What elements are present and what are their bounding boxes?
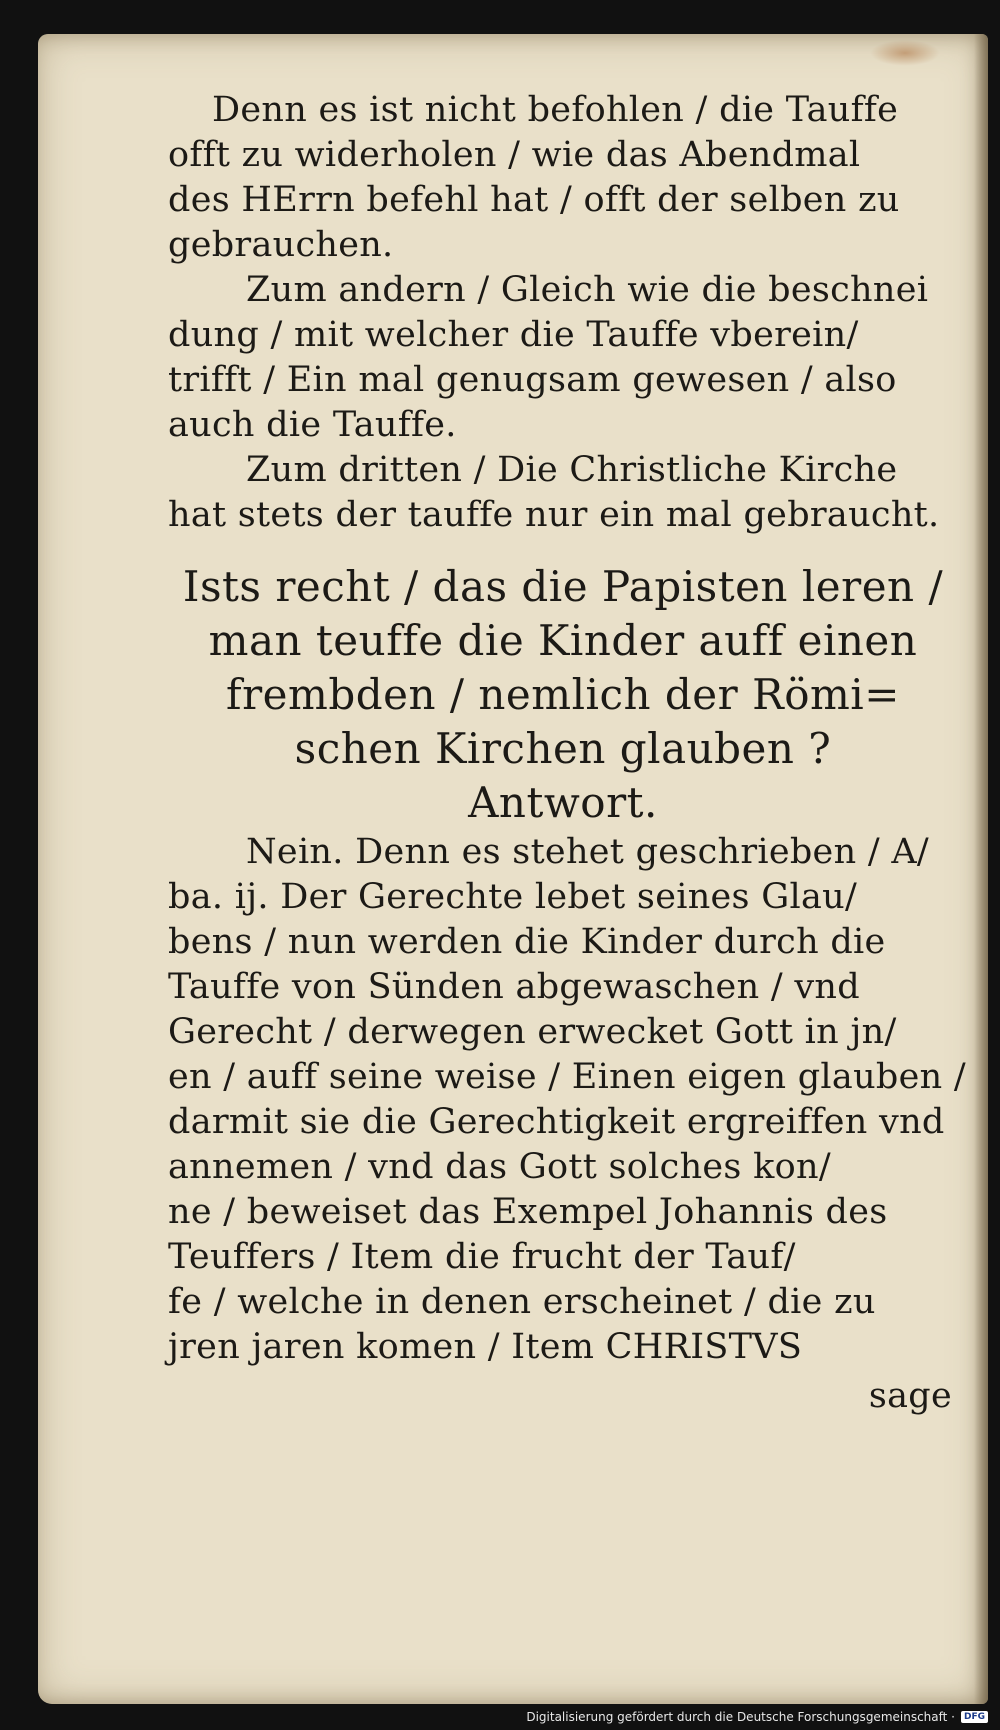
page-text — [168, 88, 967, 1419]
heading-line: Ists recht / das die Papisten leren / — [182, 562, 944, 611]
text-line: des HErrn befehl hat / offt der selben zu — [168, 180, 900, 220]
text-line: ba. ij. Der Gerechte lebet seines Glau/ — [168, 877, 858, 917]
text-line: Tauffe von Sünden abgewaschen / vnd — [168, 967, 860, 1007]
paragraph — [168, 88, 958, 268]
text-line: gebrauchen. — [168, 225, 394, 265]
paragraph — [168, 268, 958, 448]
text-line: dung / mit welcher die Tauffe vberein/ — [168, 315, 859, 355]
text-line: en / auff seine weise / Einen eigen glauben / — [168, 1057, 967, 1097]
text-line: Zum dritten / Die Christliche Kirche — [246, 450, 898, 490]
page-edge-shadow — [974, 34, 988, 1704]
paragraph — [168, 448, 958, 538]
text-line: Nein. Denn es stehet geschrieben / A/ — [246, 832, 930, 872]
answer-label: Antwort. — [468, 778, 658, 827]
text-line: darmit sie die Gerechtigkeit ergreiffen vnd — [168, 1102, 945, 1142]
text-line: trifft / Ein mal genugsam gewesen / also — [168, 360, 897, 400]
text-line: offt zu widerholen / wie das Abendmal — [168, 135, 861, 175]
text-line: Teuffers / Item die frucht der Tauf/ — [168, 1237, 796, 1277]
text-line: bens / nun werden die Kinder durch die — [168, 922, 886, 962]
dfg-logo-icon: DFG — [961, 1711, 988, 1723]
text-line: Gerecht / derwegen erwecket Gott in jn/ — [168, 1012, 897, 1052]
text-line: hat stets der tauffe nur ein mal gebraucht. — [168, 495, 940, 535]
question-heading — [168, 560, 958, 830]
heading-line: schen Kirchen glauben ? — [294, 724, 832, 773]
text-line: auch die Tauffe. — [168, 405, 457, 445]
catchword: sage — [868, 1376, 952, 1416]
answer-paragraph — [168, 830, 967, 1370]
text-line: ne / beweiset das Exempel Johannis des — [168, 1192, 888, 1232]
heading-line: frembden / nemlich der Römi= — [226, 670, 900, 719]
digitization-footer — [0, 1704, 1000, 1730]
paper-stain — [870, 40, 940, 66]
text-line: Denn es ist nicht befohlen / die Tauffe — [212, 90, 899, 130]
text-line: annemen / vnd das Gott solches kon/ — [168, 1147, 831, 1187]
text-line: jren jaren komen / Item CHRISTVS — [168, 1327, 803, 1367]
text-line: fe / welche in denen erscheinet / die zu — [168, 1282, 876, 1322]
footer-credit: Digitalisierung gefördert durch die Deutsche Forschungsgemeinschaft · — [526, 1710, 955, 1724]
text-line: Zum andern / Gleich wie die beschnei — [246, 270, 929, 310]
heading-line: man teuffe die Kinder auff einen — [208, 616, 918, 665]
